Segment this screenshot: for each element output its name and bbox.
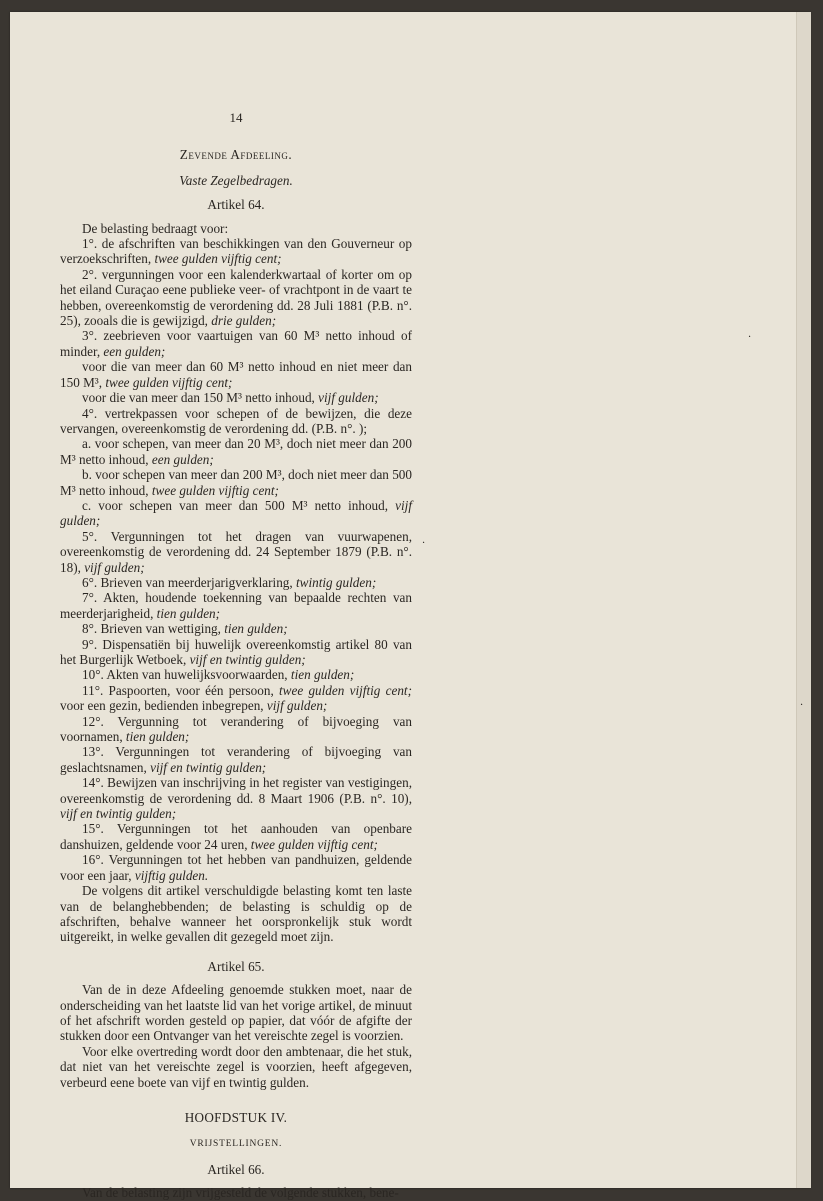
paragraph-text: 5°. Vergunningen tot het dragen van vuurwapenen, overeenkomstig de verordening dd. 24 September 1879 (P.B. n°. 18), bbox=[60, 528, 412, 575]
article-66-text: Van de belasting zijn vrijgesteld de volgende stukken, bene- bbox=[82, 1185, 399, 1201]
amount-text: twee gulden vijftig cent; bbox=[151, 482, 279, 498]
speck-mark: · bbox=[748, 332, 752, 343]
amount-text: vijf gulden; bbox=[266, 698, 328, 714]
article-64-paragraph bbox=[60, 267, 412, 329]
paragraph-text: 8°. Brieven van wettiging, bbox=[82, 621, 225, 637]
article-65-paragraph: Voor elke overtreding wordt door den ambtenaar, die het stuk, dat niet van het vereischte zegel is voorzien, heeft afgegeven, verbeurd eene boete van vijf en twintig gulden. bbox=[60, 1043, 412, 1090]
amount-text: twee gulden vijftig cent; bbox=[105, 374, 233, 390]
article-64-paragraph bbox=[60, 236, 412, 267]
amount-text: tien gulden; bbox=[224, 621, 288, 637]
paragraph-text: a. voor schepen, van meer dan 20 M³, doch niet meer dan 200 M³ netto inhoud, bbox=[60, 436, 412, 467]
article-64-paragraph bbox=[60, 852, 412, 883]
amount-text: vijftig gulden. bbox=[134, 867, 209, 883]
speck-mark: · bbox=[800, 700, 804, 711]
article-64-paragraph bbox=[60, 667, 412, 682]
article-64-paragraph bbox=[60, 744, 412, 775]
article-65-paragraph: Van de in deze Afdeeling genoemde stukken moet, naar de onderscheiding van het laatste lid van het vorige artikel, de minuut of het afschrift worden gesteld op papier, dat vóór de afgifte der stukken door een Ontvanger van het vereischte zegel is voorzien. bbox=[60, 982, 412, 1044]
paragraph-text: 14°. Bewijzen van inschrijving in het register van vestigingen, overeenkomstig de verordening dd. 8 Maart 1906 (P.B. n°. 10), bbox=[60, 775, 412, 806]
article-64-paragraph bbox=[60, 436, 412, 467]
page-edge bbox=[796, 12, 811, 1188]
article-64-paragraph bbox=[60, 621, 412, 636]
paragraph-text: 1°. de afschriften van beschikkingen van den Gouverneur op verzoekschriften, bbox=[60, 236, 412, 267]
page-number: 14 bbox=[229, 110, 243, 125]
amount-text: vijf gulden; bbox=[60, 497, 412, 529]
paragraph-text: De volgens dit artikel verschuldigde belasting komt ten laste van de belanghebbenden; de belasting is schuldig op de afschriften, behalve wanneer het oorspronkelijk stuk wordt uitgereikt, in welke gevallen dit gezegeld moet zijn. bbox=[60, 883, 412, 945]
article-64-title: Artikel 64. bbox=[207, 197, 265, 213]
article-64-paragraph bbox=[60, 406, 412, 437]
article-64-paragraph bbox=[60, 883, 412, 945]
paragraph-text: 12°. Vergunning tot verandering of bijvoeging van voornamen, bbox=[60, 713, 412, 745]
section-title: Zevende Afdeeling. bbox=[179, 147, 293, 163]
article-64-paragraph bbox=[60, 575, 412, 590]
article-64-paragraph bbox=[60, 359, 412, 390]
article-65-body bbox=[60, 982, 412, 1090]
paragraph-text: 2°. vergunningen voor een kalenderkwartaal of korter om op het eiland Curaçao eene publieke veer- of vrachtpont in de vaart te hebben, overeenkomstig de verordening dd. 28 Juli 1881 (P.B. n°. 25), zooals die is gewijzigd, bbox=[60, 266, 412, 329]
article-64-paragraph bbox=[60, 821, 412, 852]
paragraph-text: 3°. zeebrieven voor vaartuigen van 60 M³ netto inhoud of minder, bbox=[60, 328, 412, 359]
document-body bbox=[60, 110, 412, 1201]
paragraph-text: 9°. Dispensatiën bij huwelijk overeenkomstig artikel 80 van het Burgerlijk Wetboek, bbox=[60, 636, 412, 667]
amount-text: twee gulden vijftig cent; bbox=[154, 251, 282, 267]
article-66-title: Artikel 66. bbox=[207, 1161, 265, 1177]
article-64-body bbox=[60, 221, 412, 945]
article-64-paragraph bbox=[60, 390, 412, 405]
paragraph-text: De belasting bedraagt voor: bbox=[82, 220, 229, 236]
paragraph-text: 10°. Akten van huwelijksvoorwaarden, bbox=[82, 667, 291, 683]
amount-text: twee gulden vijftig cent; bbox=[250, 836, 378, 852]
amount-text: vijf en twintig gulden; bbox=[189, 652, 306, 667]
article-64-paragraph bbox=[60, 328, 412, 359]
amount-text: vijf en twintig gulden; bbox=[60, 806, 177, 822]
paragraph-text: voor die van meer dan 150 M³ netto inhoud, bbox=[82, 390, 319, 406]
chapter-title: HOOFDSTUK IV. bbox=[184, 1109, 288, 1125]
article-64-paragraph bbox=[60, 637, 412, 668]
paragraph-text: 15°. Vergunningen tot het aanhouden van openbare danshuizen, geldende voor 24 uren, bbox=[60, 821, 412, 852]
amount-text: tien gulden; bbox=[290, 667, 355, 683]
amount-text: een gulden; bbox=[151, 451, 214, 467]
amount-text: vijf gulden; bbox=[318, 390, 379, 406]
speck-mark: · bbox=[422, 538, 426, 549]
paragraph-text: 11°. Paspoorten, voor één persoon, bbox=[82, 682, 280, 698]
paragraph-text: 6°. Brieven van meerderjarigverklaring, bbox=[82, 574, 296, 590]
paragraph-text: 7°. Akten, houdende toekenning van bepaalde rechten van meerderjarigheid, bbox=[60, 590, 412, 621]
article-64-paragraph bbox=[60, 590, 412, 621]
article-64-paragraph bbox=[60, 683, 412, 714]
paragraph-text: 4°. vertrekpassen voor schepen of de bewijzen, die deze vervangen, overeenkomstig de verordening dd. (P.B. n°. ); bbox=[60, 405, 412, 436]
amount-text: vijf gulden; bbox=[84, 559, 145, 575]
article-65-title: Artikel 65. bbox=[207, 958, 265, 974]
amount-text: twintig gulden; bbox=[296, 574, 377, 590]
amount-text: drie gulden; bbox=[211, 313, 277, 329]
paragraph-text: c. voor schepen van meer dan 500 M³ netto inhoud, bbox=[82, 497, 396, 513]
paragraph-text: 16°. Vergunningen tot het hebben van pandhuizen, geldende voor een jaar, bbox=[60, 852, 412, 883]
article-64-paragraph bbox=[60, 221, 412, 236]
paragraph-text: voor een gezin, bedienden inbegrepen, bbox=[60, 698, 267, 714]
amount-text: tien gulden; bbox=[156, 605, 221, 621]
amount-text: twee gulden vijftig cent; bbox=[279, 682, 412, 698]
amount-text: tien gulden; bbox=[125, 729, 190, 745]
article-64-paragraph bbox=[60, 529, 412, 575]
paragraph-text: 13°. Vergunningen tot verandering of bijvoeging van geslachtsnamen, bbox=[60, 744, 412, 775]
amount-text: een gulden; bbox=[103, 343, 166, 359]
chapter-subtitle: VRIJSTELLINGEN. bbox=[189, 1139, 283, 1150]
section-subtitle: Vaste Zegelbedragen. bbox=[179, 172, 293, 188]
article-64-paragraph bbox=[60, 714, 412, 745]
article-64-paragraph bbox=[60, 775, 412, 821]
amount-text: vijf en twintig gulden; bbox=[150, 759, 267, 775]
paragraph-text: b. voor schepen van meer dan 200 M³, doch niet meer dan 500 M³ netto inhoud, bbox=[60, 467, 412, 498]
article-64-paragraph bbox=[60, 467, 412, 498]
article-64-paragraph bbox=[60, 498, 412, 529]
paragraph-text: voor die van meer dan 60 M³ netto inhoud en niet meer dan 150 M³, bbox=[60, 359, 412, 390]
